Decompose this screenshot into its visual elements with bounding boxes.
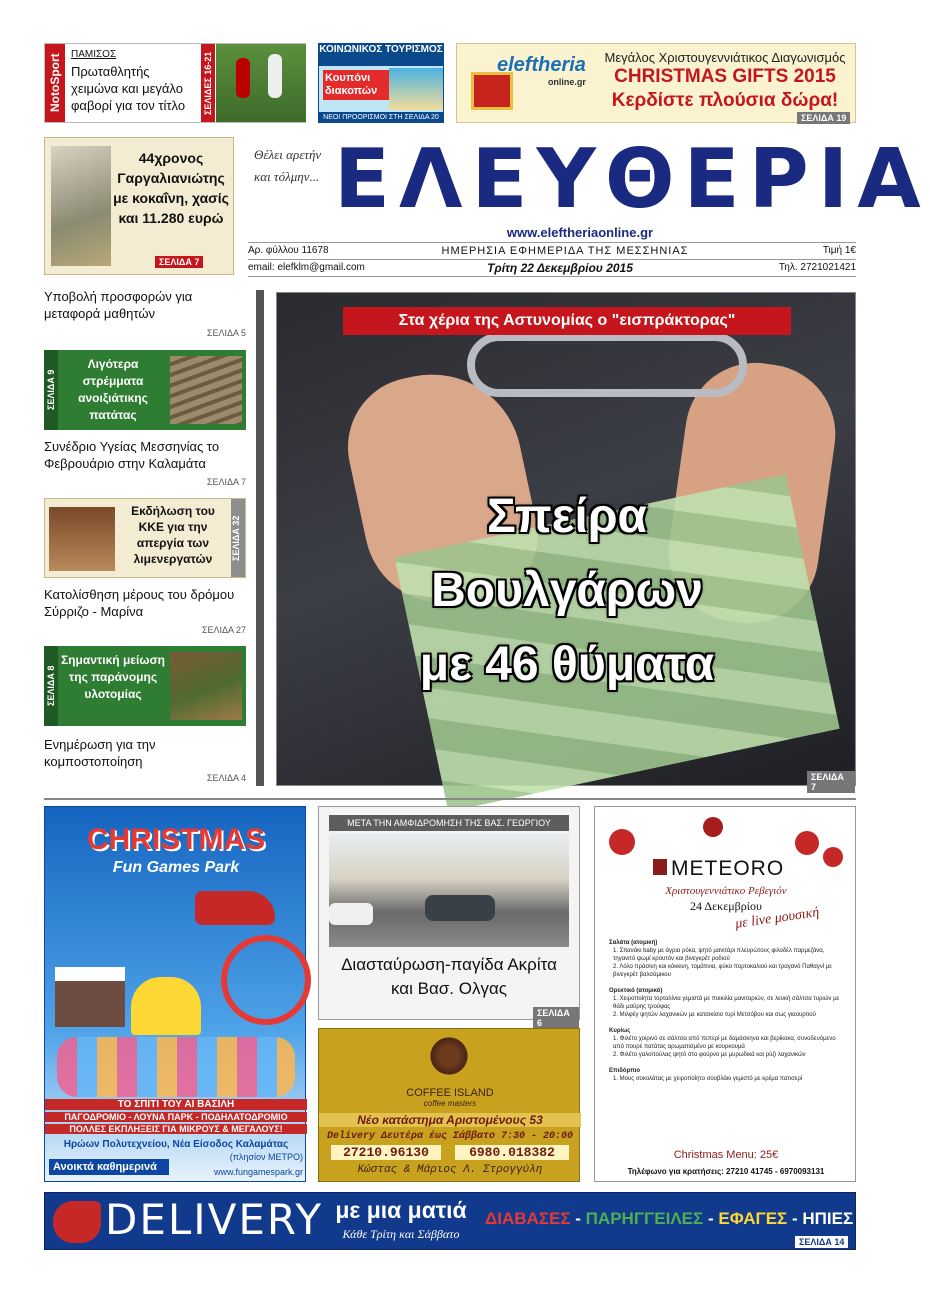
car-figure [329, 903, 373, 925]
snowy-house-icon [55, 967, 125, 1027]
email[interactable]: email: elefklm@gmail.com [248, 262, 365, 273]
sidebar-side-page: ΣΕΛΙΔΑ 9 [44, 350, 58, 430]
sidebar-item-tenders[interactable]: Υποβολή προσφορών για μεταφορά μαθητών [44, 289, 193, 321]
masthead-subtitle: ΗΜΕΡΗΣΙΑ ΕΦΗΜΕΡΙΔΑ ΤΗΣ ΜΕΣΣΗΝΙΑΣ [441, 245, 689, 257]
meteoro-date: 24 Δεκεμβρίου [690, 899, 762, 913]
ferris-wheel-icon [221, 935, 311, 1025]
meteoro-logo: METEORO [653, 857, 803, 881]
menu-section-head: Κυρίως [609, 1028, 631, 1034]
notosport-logo: NotoSport [45, 44, 65, 122]
sidebar-item-landslide[interactable]: Κατολίσθηση μέρους του δρόμου Σύρριζο - Μαρίνα [44, 587, 235, 619]
kke-photo [49, 507, 115, 571]
football-photo [216, 44, 306, 122]
crossroad-kicker: ΜΕΤΑ ΤΗΝ ΑΜΦΙΔΡΟΜΗΣΗ ΤΗΣ ΒΑΣ. ΓΕΩΡΓΙΟΥ [329, 815, 569, 831]
crossroad-headline: Διασταύρωση-παγίδα Ακρίτα και Βασ. Ολγας [341, 955, 557, 998]
sidebar-item-potatoes[interactable] [44, 350, 246, 430]
xmas-site[interactable]: www.fungamespark.gr [213, 1167, 303, 1177]
tourism-footer: ΝΕΟΙ ΠΡΟΟΡΙΣΜΟΙ ΣΤΗ ΣΕΛΙΔΑ 20 [319, 112, 443, 123]
menu-item: 2. Λόλο πράσινη και κόκκινη, τομάτινια, φύκο πορτοκαλιού και τραγανό Παθαγνί με βινεγκρέτ βαλσάμικου [613, 964, 832, 978]
masthead-rule-mid [248, 259, 856, 260]
lead-banner: Στα χέρια της Αστυνομίας ο "εισπράκτορας" [343, 307, 791, 335]
category-meals: ΕΦΑΓΕΣ [718, 1209, 788, 1228]
xmas-open: Ανοικτά καθημερινά [49, 1159, 169, 1175]
category-crossings: ΔΙΑΒΑΣΕΣ [485, 1209, 571, 1228]
masthead-rule-top [248, 242, 856, 243]
player-figure [268, 54, 282, 98]
delivery-scooter-icon [53, 1201, 101, 1243]
sleigh-icon [195, 891, 275, 925]
contest-line3: Κερδίστε πλούσια δώρα! [611, 90, 839, 111]
sidebar-page: ΣΕΛΙΔΑ 4 [206, 773, 246, 783]
voucher-label: Κουπόνι διακοπών [323, 70, 393, 100]
sidebar-page: ΣΕΛΙΔΑ 27 [201, 625, 246, 635]
lead-story[interactable] [276, 292, 856, 792]
delivery-categories [485, 1209, 853, 1229]
contest-line2: CHRISTMAS GIFTS 2015 [614, 66, 836, 87]
eleftheria-logo: eleftheria online.gr [497, 54, 586, 87]
sport-headline: Πρωταθλητής χειμώνα και μεγάλο φαβορί για τον τίτλο [71, 64, 186, 113]
coffee-island-ad[interactable] [318, 1028, 580, 1182]
kke-headline: Εκδήλωση του ΚΚΕ για την απεργία των λιμενεργατών [131, 504, 215, 566]
delivery-word: DELIVERY [105, 1195, 324, 1244]
tourism-ad[interactable] [318, 43, 444, 123]
cocaine-headline: 44χρονος Γαργαλιανιώτης με κοκαΐνη, χασίς και 11.280 ευρώ [113, 150, 229, 226]
masthead-title: ΕΛΕΥΘΕΡΙΑ [334, 132, 930, 227]
delivery-slogan: με μια ματιά [335, 1197, 467, 1223]
contest-line1: Μεγάλος Χριστουγεννιάτικος Διαγωνισμός [604, 50, 846, 65]
menu-section-head: Επιδόρπιο [609, 1068, 641, 1074]
masthead-rule-bottom [248, 276, 856, 277]
coffee-line1: Νέο κατάστημα Αριστομένους 53 [319, 1113, 581, 1127]
xmas-title: CHRISTMAS [86, 823, 266, 856]
sport-kicker: ΠΑΜΙΣΟΣ [71, 49, 117, 60]
contest-page: ΣΕΛΙΔΑ 19 [797, 112, 850, 124]
column-divider [256, 290, 264, 786]
xmas-near: (πλησίον ΜΕΤΡΟ) [229, 1152, 303, 1162]
meteoro-menu-price: Christmas Menu: 25€ [673, 1149, 779, 1161]
car-figure [425, 895, 495, 921]
tourism-title: ΚΟΙΝΩΝΙΚΟΣ ΤΟΥΡΙΣΜΟΣ [319, 44, 443, 66]
sidebar-page: ΣΕΛΙΔΑ 7 [206, 477, 246, 487]
castle-icon [653, 859, 667, 875]
section-rule [44, 798, 856, 800]
crossroad-story[interactable] [318, 806, 580, 1028]
christmas-contest-ad[interactable] [456, 43, 856, 123]
coffee-brand-sub: coffee masters [423, 1099, 477, 1108]
lead-headline-1: Σπείρα [486, 490, 648, 543]
handcuffs [467, 333, 747, 397]
category-separator: - [791, 1209, 798, 1228]
menu-item: 2. Μιλφέγ ψητών λαχανικών με κατσικίσιο τυρί Μετσόβου και σως γιαουρτιού [613, 1012, 816, 1018]
christmas-park-ad[interactable] [44, 806, 306, 1182]
carousel-icon [131, 977, 201, 1035]
logs-photo [170, 652, 242, 720]
category-separator: - [575, 1209, 581, 1228]
xmas-address: Ηρώων Πολυτεχνείου, Νέα Είσοδος Καλαμάτας [63, 1139, 289, 1150]
sidebar [44, 288, 248, 788]
ornament-icon [703, 817, 723, 837]
drugs-photo [51, 146, 111, 266]
sidebar-item-composting[interactable]: Ενημέρωση για την κομποστοποίηση [44, 737, 156, 769]
field-photo [170, 356, 242, 424]
delivery-days: Κάθε Τρίτη και Σάββατο [342, 1227, 460, 1241]
delivery-page: ΣΕΛΙΔΑ 14 [795, 1236, 848, 1248]
street-photo [329, 833, 569, 947]
menu-item: 1. Φιλέτο χοιρινό σε σάλτσα από πεπερί με δαμάσκηνα και βερίκοκα, συνοδευόμενο από πουρέ πατάτας αρωματισμένο με κουρκουμά [613, 1036, 836, 1050]
menu-item: 1. Χειροποίητα τορταλίνια γεμιστά με ποικιλία μανιταριών, σε λευκή σάλτσα τυριών με θάδι μαύρης τρούφας [613, 996, 840, 1010]
phone: Τηλ. 2721021421 [778, 262, 856, 273]
coffee-owners: Κώστας & Μάριος Λ. Στρογγύλη [357, 1164, 543, 1176]
sidebar-side-page: ΣΕΛΙΔΑ 32 [231, 499, 245, 577]
meteoro-phones: Τηλέφωνο για κρατήσεις: 27210 41745 - 6970093131 [627, 1167, 825, 1176]
sport-teaser[interactable] [44, 43, 306, 123]
crossroad-page: ΣΕΛΙΔΑ 6 [533, 1007, 579, 1029]
coffee-line2: Delivery Δευτέρα έως Σάββατο 7:30 - 20:00 [326, 1131, 574, 1142]
lead-headline-2: Βουλγάρων [431, 564, 703, 617]
price: Τιμή 1€ [822, 245, 856, 256]
sidebar-item-health-congress[interactable]: Συνέδριο Υγείας Μεσσηνίας το Φεβρουάριο στην Καλαμάτα [44, 439, 220, 471]
player-figure [236, 58, 250, 98]
sidebar-item-kke-event[interactable] [44, 498, 246, 578]
coffee-phone1[interactable]: 27210.96130 [331, 1145, 441, 1160]
xmas-line1: ΤΟ ΣΠΙΤΙ ΤΟΥ ΑΙ ΒΑΣΙΛΗ [45, 1099, 307, 1110]
logging-headline: Σημαντική μείωση της παράνομης υλοτομίας [60, 653, 165, 701]
cocaine-teaser[interactable] [44, 137, 234, 275]
ornament-icon [795, 831, 819, 855]
sidebar-side-page: ΣΕΛΙΔΑ 8 [44, 646, 58, 726]
category-separator: - [707, 1209, 714, 1228]
menu-section-head: Σαλάτα (ατομική) [609, 940, 658, 946]
website-link[interactable]: www.eleftheriaonline.gr [506, 225, 654, 240]
category-orders: ΠΑΡΗΓΓΕΙΛΕΣ [585, 1209, 704, 1228]
coffee-phone2[interactable]: 6980.018382 [455, 1145, 569, 1160]
xmas-line2: ΠΑΓΟΔΡΟΜΙΟ - ΛΟΥΝΑ ΠΑΡΚ - ΠΟΔΗΛΑΤΟΔΡΟΜΙΟ [45, 1112, 307, 1122]
skaters-group [57, 1037, 295, 1097]
xmas-line3: ΠΟΛΛΕΣ ΕΚΠΛΗΞΕΙΣ ΓΙΑ ΜΙΚΡΟΥΣ & ΜΕΓΑΛΟΥΣ! [45, 1124, 307, 1134]
category-drinks: ΗΠΙΕΣ [802, 1209, 854, 1228]
delivery-banner[interactable] [44, 1192, 856, 1250]
meteoro-title: Χριστουγεννιάτικο Ρεβεγιόν [665, 885, 787, 897]
coffee-flower-icon [427, 1035, 471, 1077]
menu-item: 1. Μους σοκολάτας με χειροποίητο σουβλάκι γεμιστό με κρέμα πατισερί [613, 1076, 803, 1082]
ornament-icon [609, 829, 635, 855]
lead-headline-3: με 46 θύματα [419, 638, 715, 691]
cocaine-page: ΣΕΛΙΔΑ 7 [155, 256, 203, 268]
sidebar-page: ΣΕΛΙΔΑ 5 [206, 328, 246, 338]
beach-photo [389, 68, 443, 110]
meteoro-menu-list [609, 939, 845, 1083]
sidebar-item-logging[interactable] [44, 646, 246, 726]
menu-item: 2. Φιλέτο γαλοπούλας ψητό στο φούρνο με μυρωδικά και ρύζι λαχανικών [613, 1052, 806, 1058]
menu-item: 1. Σπανάκι baby με άγρια ρόκα, ψητό μανιτάρι πλευρώτους φιλοδέλ παρμεζάνα, τηγανιτό ψωμί κρουτόν και βινεγκρέτ ροδιού [613, 948, 825, 962]
issue-date: Τρίτη 22 Δεκεμβρίου 2015 [487, 261, 633, 275]
lead-page: ΣΕΛΙΔΑ 7 [807, 771, 855, 793]
xmas-subtitle: Fun Games Park [112, 859, 240, 876]
issue-number: Αρ. φύλλου 11678 [248, 245, 329, 256]
coffee-brand: COFFEE ISLAND [406, 1087, 494, 1099]
ornament-icon [823, 847, 843, 867]
meteoro-music: με live μουσική [734, 905, 821, 932]
meteoro-ad[interactable] [594, 806, 856, 1182]
sport-page: ΣΕΛΙΔΕΣ 16-21 [201, 44, 215, 122]
potatoes-headline: Λιγότερα στρέμματα ανοιξιάτικης πατάτας [78, 357, 148, 422]
motto: Θέλει αρετήν και τόλμην... [254, 147, 322, 184]
menu-section-head: Ορεκτικό (ατομικό) [609, 988, 663, 994]
